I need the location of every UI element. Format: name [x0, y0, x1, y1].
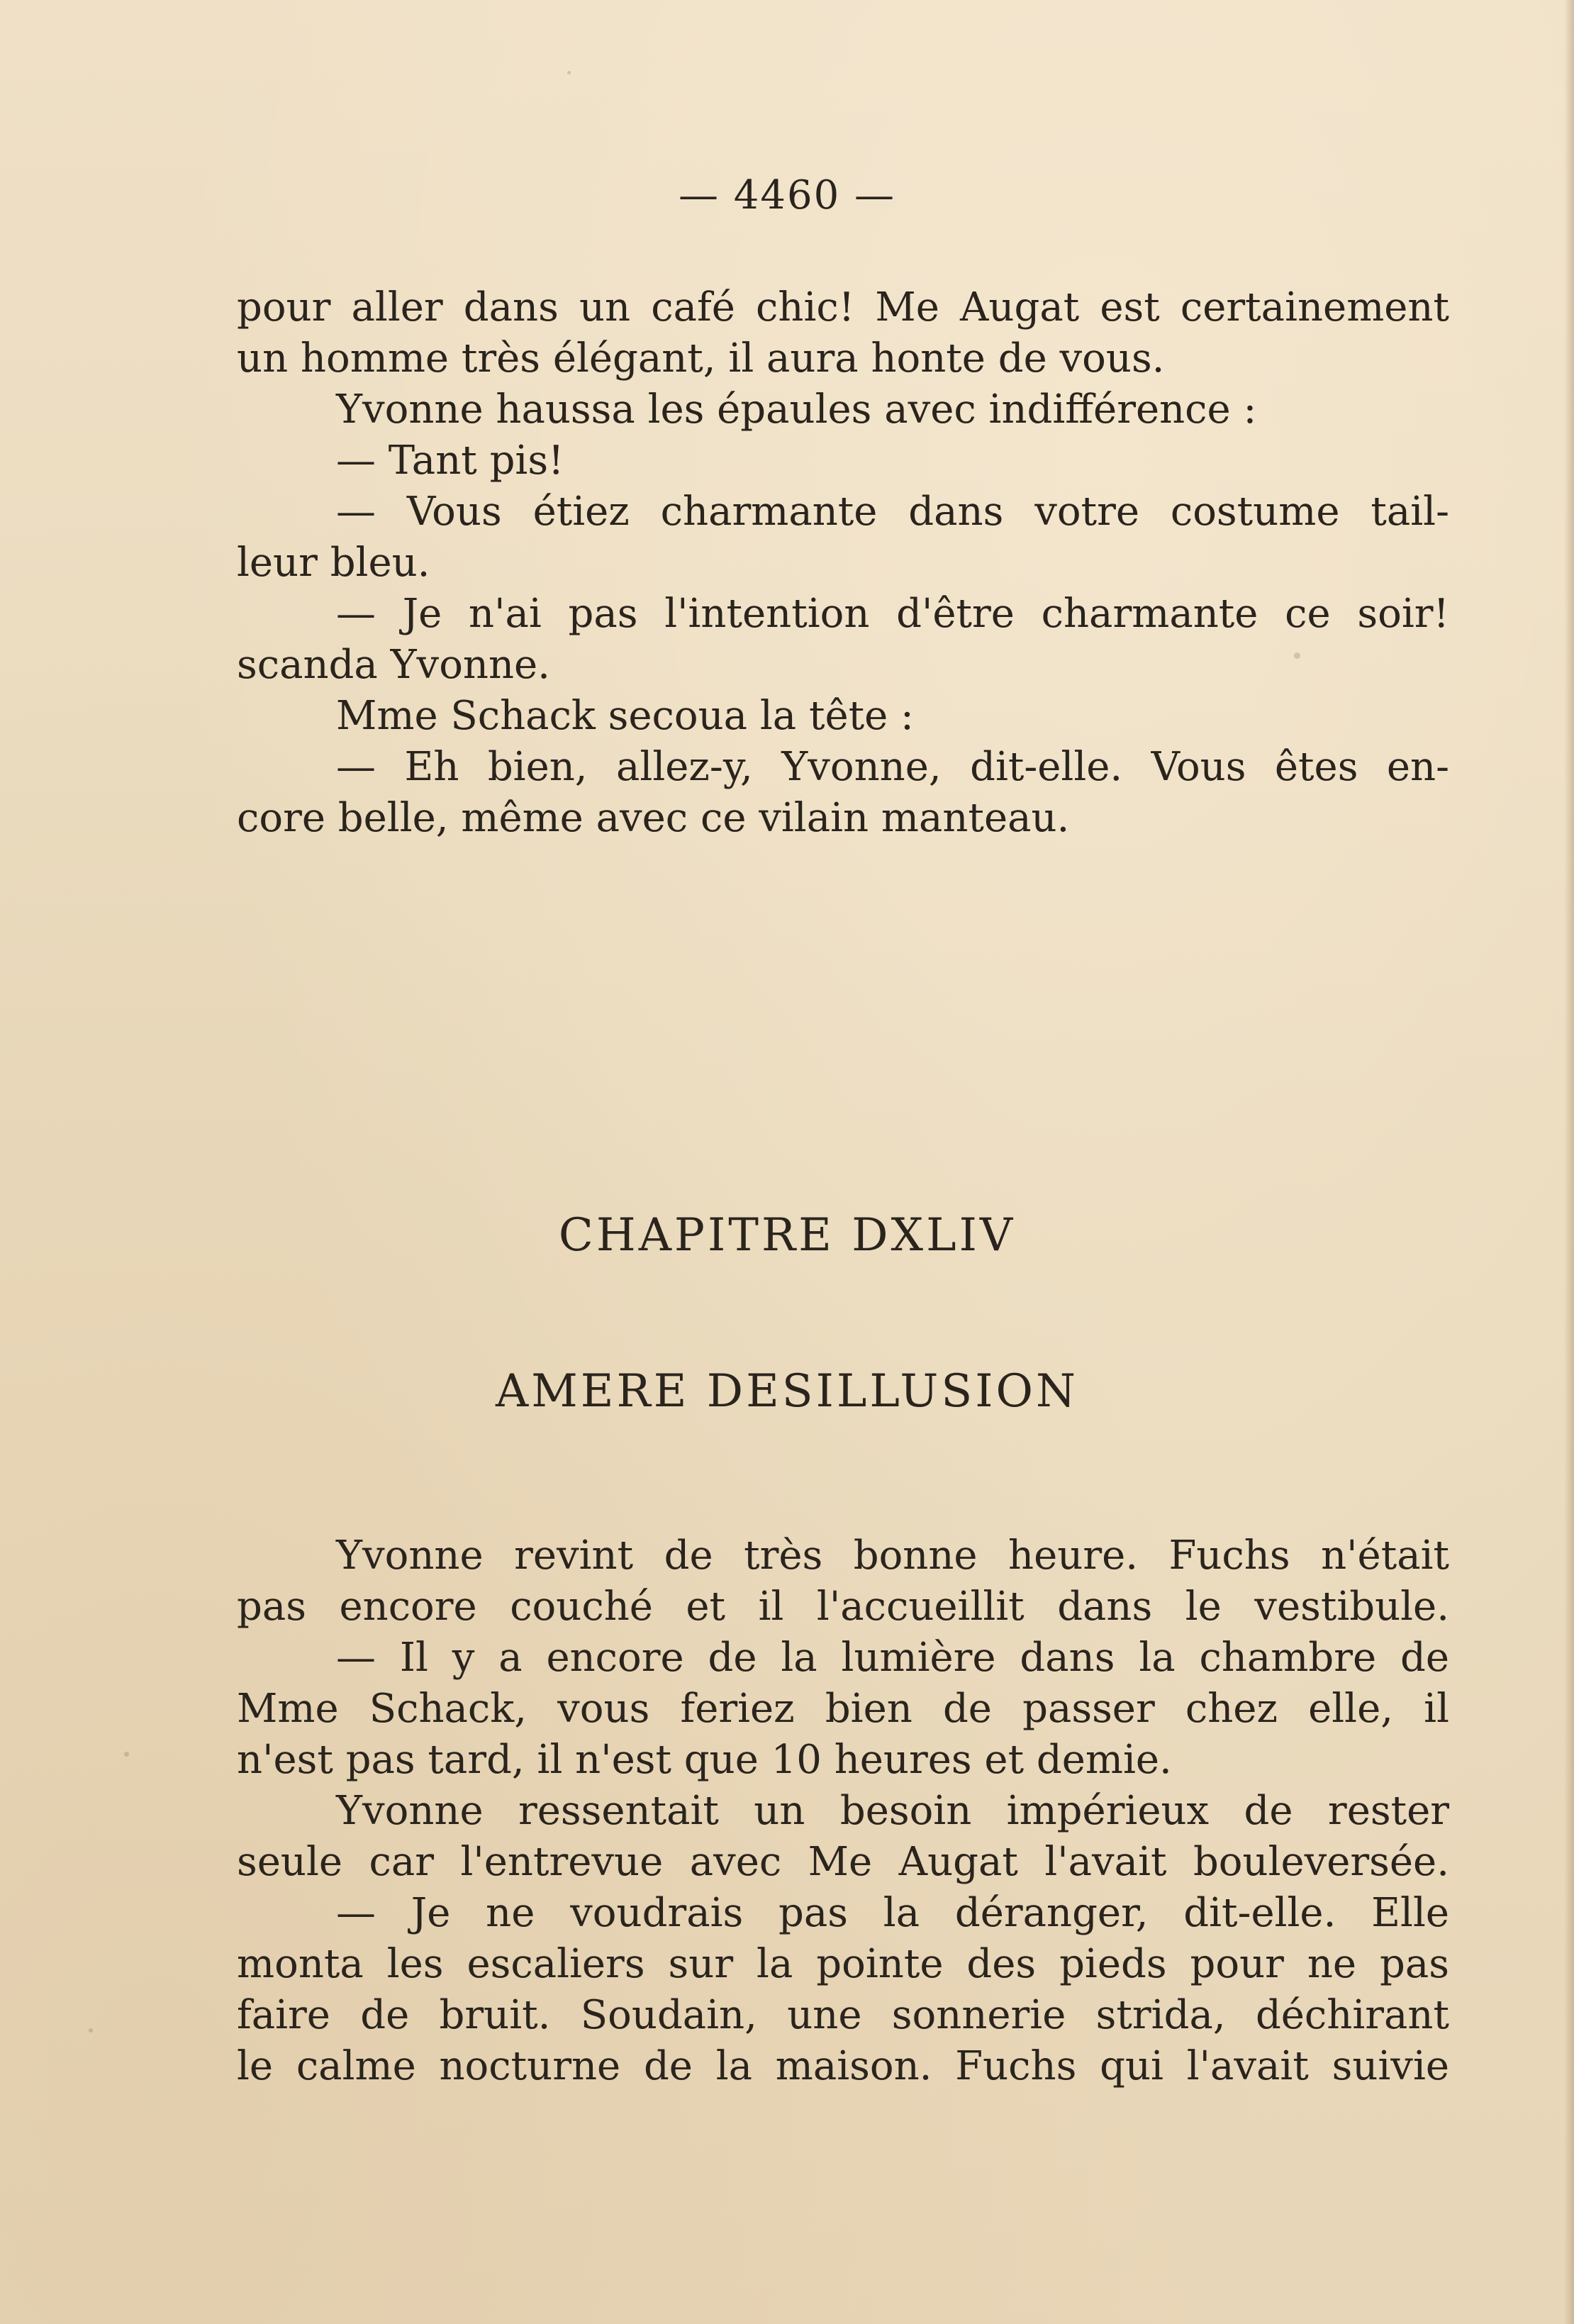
text-line: Mme Schack secoua la tête : [336, 693, 914, 739]
text-line: pas encore couché et il l'accueillit dans le vestibule. [237, 1584, 1449, 1630]
text-line: — Je ne voudrais pas la déranger, dit-elle. Elle [336, 1890, 1449, 1936]
text-line: — Tant pis! [336, 438, 564, 484]
paper-speck [89, 2028, 93, 2033]
text-line: pour aller dans un café chic! Me Augat est certainement [237, 284, 1449, 330]
text-line: Yvonne ressentait un besoin impérieux de rester [336, 1788, 1449, 1834]
chapter-title: AMERE DESILLUSION [496, 1365, 1078, 1418]
paper-speck [124, 1752, 129, 1757]
text-line: scanda Yvonne. [237, 642, 550, 688]
text-line: faire de bruit. Soudain, une sonnerie strida, déchirant [237, 1992, 1449, 2038]
text-line: — Eh bien, allez-y, Yvonne, dit-elle. Vous êtes en- [336, 744, 1449, 790]
text-line: Yvonne haussa les épaules avec indifférence : [336, 387, 1257, 433]
text-line: — Il y a encore de la lumière dans la chambre de [336, 1635, 1449, 1681]
text-line: Yvonne revint de très bonne heure. Fuchs n'était [336, 1533, 1449, 1579]
text-line: core belle, même avec ce vilain manteau. [237, 795, 1070, 841]
text-line: — Vous étiez charmante dans votre costume tail- [336, 489, 1449, 535]
paper-speck [567, 71, 571, 74]
text-line: n'est pas tard, il n'est que 10 heures et demie. [237, 1737, 1172, 1783]
text-line: seule car l'entrevue avec Me Augat l'avait bouleversée. [237, 1839, 1449, 1885]
text-line: — Je n'ai pas l'intention d'être charmante ce soir! [336, 591, 1449, 637]
paper-speck [1294, 652, 1300, 659]
page-number: — 4460 — [678, 172, 896, 218]
text-line: monta les escaliers sur la pointe des pieds pour ne pas [237, 1941, 1449, 1987]
text-line: Mme Schack, vous feriez bien de passer chez elle, il [237, 1686, 1449, 1732]
chapter-number: CHAPITRE DXLIV [558, 1209, 1016, 1262]
text-line: un homme très élégant, il aura honte de vous. [237, 335, 1165, 382]
text-line: le calme nocturne de la maison. Fuchs qui l'avait suivie [237, 2043, 1449, 2089]
page-edge [1564, 0, 1574, 2324]
text-line: leur bleu. [237, 540, 430, 586]
